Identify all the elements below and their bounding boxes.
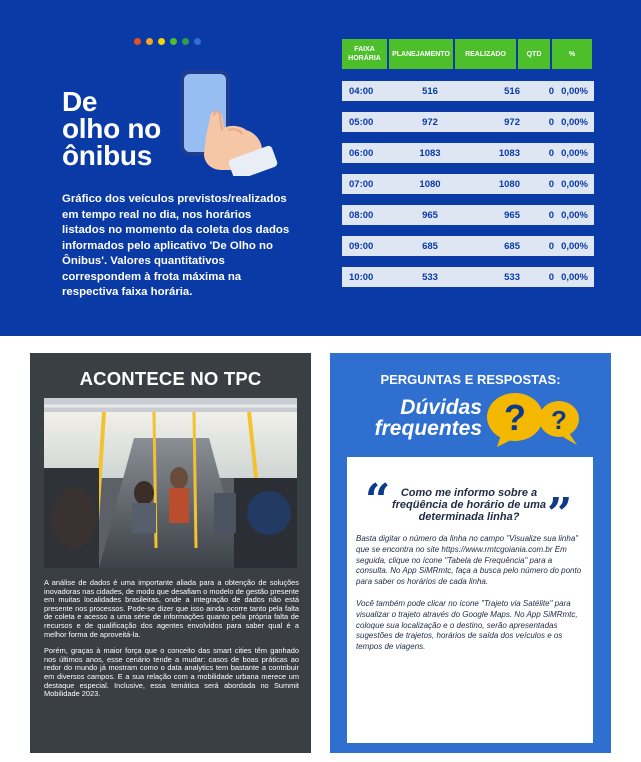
faq-question: Como me informo sobre a freqüência de horário de uma determinada linha? — [391, 487, 547, 523]
color-dot — [170, 38, 177, 45]
hero-title — [62, 88, 161, 169]
table-row — [342, 236, 594, 256]
cell-done: 972 — [504, 116, 520, 128]
column-header-done: REALIZADO — [455, 39, 516, 69]
faq-card — [347, 457, 593, 743]
hand-phone-icon — [170, 66, 278, 176]
cell-qty: 0 — [548, 116, 554, 128]
cell-time-range: 09:00 — [349, 240, 374, 252]
cell-time-range: 07:00 — [349, 178, 374, 190]
cell-planned: 685 — [422, 240, 438, 252]
color-dot — [134, 38, 141, 45]
news-heading: ACONTECE NO TPC — [79, 368, 262, 389]
cell-done: 965 — [504, 209, 520, 221]
cell-qty: 0 — [548, 178, 554, 190]
table-body — [342, 81, 594, 287]
news-body — [44, 579, 299, 707]
column-header-planned: PLANEJAMENTO — [389, 39, 453, 69]
column-header-percent: % — [552, 39, 592, 69]
cell-planned: 972 — [422, 116, 438, 128]
table-row — [342, 81, 594, 101]
cell-done: 516 — [504, 85, 520, 97]
cell-done: 1083 — [498, 147, 520, 159]
cell-qty: 0 — [548, 85, 554, 97]
faq-answer — [356, 534, 586, 664]
faq-panel — [330, 353, 611, 753]
column-header-time-range: FAIXA HORÁRIA — [342, 39, 387, 69]
svg-text:?: ? — [504, 397, 526, 438]
svg-text:?: ? — [551, 405, 567, 435]
color-dot — [158, 38, 165, 45]
news-paragraph: A análise de dados é uma importante aliada para a obtenção de soluções inovadoras nas cidades, de modo que desafiam o modelo de gestão presente em muitas localidades brasileiras, onde a integração de dados não está presente nos processos. Pode-se dizer que isso ainda ocorre tanto pela falta de coleta e acesso a uma série de informações quanto pela própria falta de recursos e de qualificação dos agentes envolvidos para saber qual é a melhor forma de aproveitá-la. — [44, 578, 299, 639]
column-header-qty: QTD — [518, 39, 550, 69]
cell-percent: 0,00% — [561, 147, 588, 159]
close-quote-icon: ” — [547, 489, 573, 540]
bus-interior-photo — [44, 398, 297, 568]
cell-percent: 0,00% — [561, 85, 588, 97]
cell-time-range: 04:00 — [349, 85, 374, 97]
cell-time-range: 10:00 — [349, 271, 374, 283]
cell-qty: 0 — [548, 271, 554, 283]
cell-time-range: 08:00 — [349, 209, 374, 221]
faq-title-line: frequentes — [374, 417, 482, 440]
color-dot — [194, 38, 201, 45]
cell-done: 533 — [504, 271, 520, 283]
table-row — [342, 267, 594, 287]
hero-section — [0, 0, 641, 336]
table-row — [342, 205, 594, 225]
question-bubbles-icon — [485, 391, 585, 449]
cell-percent: 0,00% — [561, 209, 588, 221]
table-header-row — [342, 39, 594, 69]
table-row — [342, 143, 594, 163]
news-panel — [30, 353, 311, 753]
cell-percent: 0,00% — [561, 240, 588, 252]
schedule-table — [342, 39, 594, 287]
cell-qty: 0 — [548, 147, 554, 159]
cell-percent: 0,00% — [561, 271, 588, 283]
color-dot — [182, 38, 189, 45]
open-quote-icon: “ — [365, 475, 391, 526]
faq-answer-paragraph: Basta digitar o número da linha no campo "Visualize sua linha" que se encontra no site https://www.rmtcgoiania.com.br Em seguida, clique no ícone "Tabela de Frequência" para a consulta. No App SiMRmtc, faça a busca pelo número do ponto para saber os horários de cada linha. — [356, 534, 582, 587]
table-row — [342, 174, 594, 194]
cell-time-range: 06:00 — [349, 147, 374, 159]
news-paragraph: Porém, graças à maior força que o conceito das smart cities têm ganhado nos últimos anos, esse cenário tende a mudar: casos de boas práticas ao redor do mundo já mostram como o data analytics tem bastante a contribuir em diversos campos. E a sua relação com a mobilidade urbana merece um destaque especial. Inclusive, essa temática será abordada no Summit Mobilidade 2023. — [44, 646, 299, 699]
cell-planned: 1083 — [419, 147, 441, 159]
hero-title-line: ônibus — [62, 140, 152, 171]
hero-description: Gráfico dos veículos previstos/realizados em tempo real no dia, nos horários listados no momento da coleta dos dados informados pelo aplicativo 'De Olho no Ônibus'. Valores quantitativos correspondem à frota máxima na respectiva faixa horária. — [62, 193, 290, 298]
color-dots — [134, 38, 201, 45]
hero-title-line: De — [62, 86, 98, 117]
faq-title-line: Dúvidas — [400, 396, 482, 419]
faq-title — [356, 397, 482, 439]
hero-title-line: olho no — [62, 113, 161, 144]
cell-planned: 516 — [422, 85, 438, 97]
cell-qty: 0 — [548, 240, 554, 252]
cell-percent: 0,00% — [561, 116, 588, 128]
faq-answer-paragraph: Você também pode clicar no ícone "Trajeto via Satélite" para visualizar o trajeto através do Google Maps. No App SiMRmtc, coloque sua localização e o destino, serão apresentadas sugestões de trajetos, horários de saída dos veículos e os tempos de viagens. — [356, 598, 578, 652]
cell-qty: 0 — [548, 209, 554, 221]
color-dot — [146, 38, 153, 45]
cell-time-range: 05:00 — [349, 116, 374, 128]
cell-planned: 533 — [422, 271, 438, 283]
cell-done: 1080 — [498, 178, 520, 190]
faq-kicker: PERGUNTAS E RESPOSTAS: — [380, 372, 561, 387]
cell-done: 685 — [504, 240, 520, 252]
table-row — [342, 112, 594, 132]
cell-percent: 0,00% — [561, 178, 588, 190]
cell-planned: 1080 — [419, 178, 441, 190]
cell-planned: 965 — [422, 209, 438, 221]
